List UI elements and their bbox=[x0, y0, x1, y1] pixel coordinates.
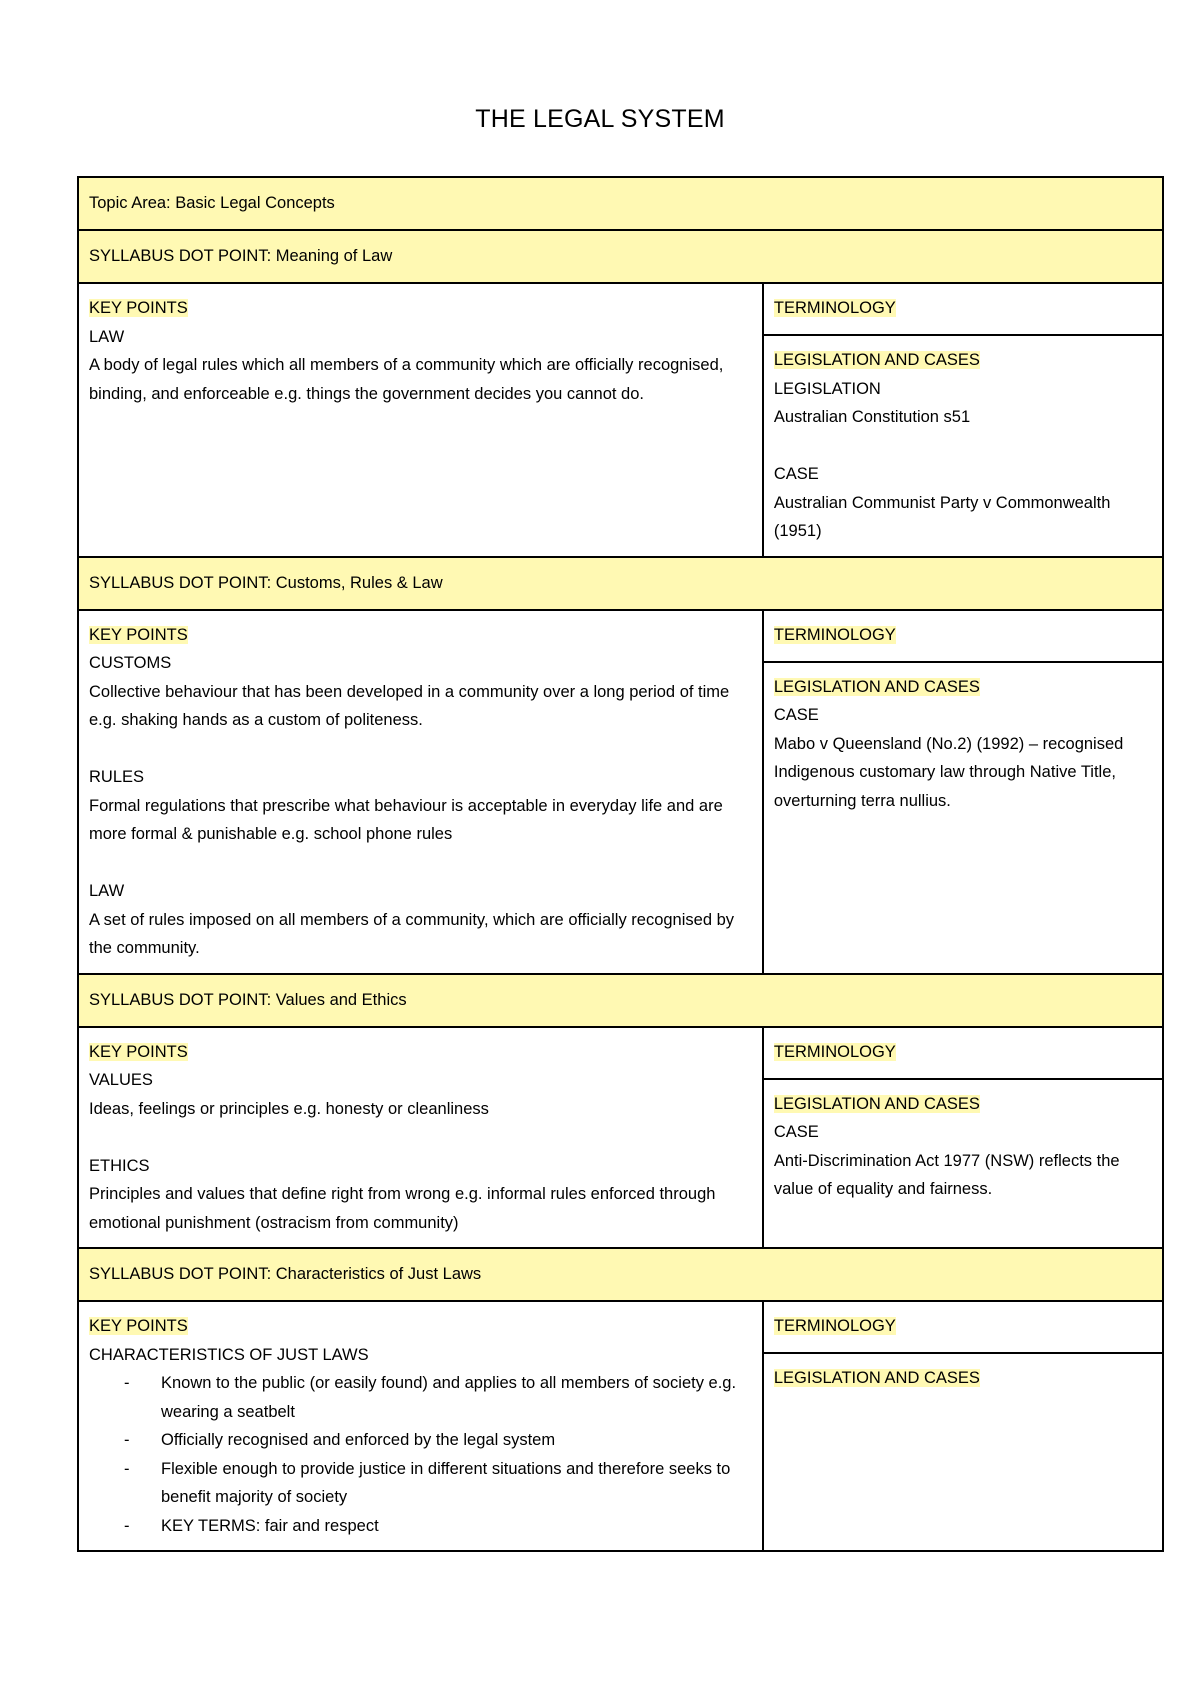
term-title: RULES bbox=[89, 768, 145, 786]
section-heading: SYLLABUS DOT POINT: Meaning of Law bbox=[78, 230, 1163, 283]
term-title: LAW bbox=[89, 327, 125, 346]
list-item bbox=[89, 1369, 752, 1426]
terminology-cell bbox=[763, 283, 1163, 335]
list-item-text: KEY TERMS: fair and respect bbox=[161, 1516, 379, 1535]
term-definition: A set of rules imposed on all members of a community, which are officially recognised by the community. bbox=[89, 910, 735, 957]
term-title: CHARACTERISTICS OF JUST LAWS bbox=[89, 1345, 369, 1364]
key-points-label: KEY POINTS bbox=[89, 1042, 188, 1061]
term-definition: Ideas, feelings or principles e.g. honesty or cleanliness bbox=[89, 1099, 489, 1118]
case-heading: CASE bbox=[773, 1123, 819, 1141]
terminology-cell bbox=[763, 1027, 1163, 1079]
term-definition: Collective behaviour that has been developed in a community over a long period of time e.g. shaking hands as a custom of politeness. bbox=[89, 682, 730, 729]
key-points-cell bbox=[78, 1027, 763, 1249]
dash-marker: - bbox=[124, 1459, 130, 1478]
list-item bbox=[89, 1455, 752, 1512]
term-definition: A body of legal rules which all members of a community which are officially recognised, binding, and enforceable e.g. things the government decides you cannot do. bbox=[89, 356, 724, 403]
section-heading: SYLLABUS DOT POINT: Values and Ethics bbox=[78, 974, 1163, 1027]
legislation-cases-cell bbox=[763, 1079, 1163, 1249]
legislation-cases-label: LEGISLATION AND CASES bbox=[773, 677, 980, 696]
page-title: THE LEGAL SYSTEM bbox=[475, 105, 725, 133]
legislation-cases-cell bbox=[763, 335, 1163, 557]
key-points-label: KEY POINTS bbox=[89, 299, 188, 317]
topic-area: Topic Area: Basic Legal Concepts bbox=[78, 177, 1163, 230]
section-row bbox=[78, 1027, 1163, 1079]
term-title: LAW bbox=[89, 882, 125, 900]
section-heading-row bbox=[78, 974, 1163, 1027]
case-heading: CASE bbox=[773, 706, 819, 724]
case-heading: CASE bbox=[773, 465, 819, 483]
list-item-text: Known to the public (or easily found) and applies to all members of society e.g. wearing a seatbelt bbox=[161, 1374, 737, 1421]
term-definition: Principles and values that define right from wrong e.g. informal rules enforced through emotional punishment (ostracism from community) bbox=[89, 1185, 716, 1232]
terminology-label: TERMINOLOGY bbox=[773, 625, 896, 644]
terminology-cell bbox=[763, 1301, 1163, 1353]
list-item bbox=[89, 1512, 752, 1541]
section-heading-row bbox=[78, 230, 1163, 283]
legislation-cases-cell bbox=[763, 1353, 1163, 1551]
section-heading-row bbox=[78, 1248, 1163, 1301]
legislation-heading: LEGISLATION bbox=[773, 379, 881, 398]
section-row bbox=[78, 283, 1163, 335]
terminology-label: TERMINOLOGY bbox=[773, 1317, 896, 1335]
notes-table bbox=[77, 176, 1164, 1552]
key-points-label: KEY POINTS bbox=[89, 625, 188, 644]
legislation-cases-cell bbox=[763, 662, 1163, 974]
terminology-cell bbox=[763, 610, 1163, 662]
section-heading: SYLLABUS DOT POINT: Characteristics of Just Laws bbox=[78, 1248, 1163, 1301]
section-row bbox=[78, 610, 1163, 662]
dash-marker: - bbox=[124, 1431, 130, 1449]
case-item: Mabo v Queensland (No.2) (1992) – recognised Indigenous customary law through Native Title, overturning terra nullius. bbox=[773, 734, 1124, 810]
case-item: Anti-Discrimination Act 1977 (NSW) reflects the value of equality and fairness. bbox=[773, 1151, 1120, 1198]
list-item bbox=[89, 1426, 752, 1455]
key-points-cell bbox=[78, 1301, 763, 1551]
legislation-cases-label: LEGISLATION AND CASES bbox=[773, 351, 980, 369]
legislation-cases-label: LEGISLATION AND CASES bbox=[773, 1094, 980, 1113]
dash-marker: - bbox=[124, 1374, 130, 1392]
terminology-label: TERMINOLOGY bbox=[773, 1042, 896, 1061]
list-item-text: Officially recognised and enforced by the legal system bbox=[161, 1431, 556, 1449]
term-title: ETHICS bbox=[89, 1156, 150, 1175]
dash-marker: - bbox=[124, 1516, 130, 1535]
section-row bbox=[78, 1301, 1163, 1353]
list-item-text: Flexible enough to provide justice in different situations and therefore seeks to benefit majority of society bbox=[161, 1459, 731, 1506]
key-points-label: KEY POINTS bbox=[89, 1317, 188, 1335]
legislation-cases-label: LEGISLATION AND CASES bbox=[773, 1369, 980, 1387]
section-heading: SYLLABUS DOT POINT: Customs, Rules & Law bbox=[78, 557, 1163, 610]
term-title: CUSTOMS bbox=[89, 654, 172, 672]
topic-row bbox=[78, 177, 1163, 230]
key-points-cell bbox=[78, 283, 763, 557]
legislation-item: Australian Constitution s51 bbox=[773, 408, 971, 426]
case-item: Australian Communist Party v Commonwealth (1951) bbox=[773, 493, 1111, 540]
terminology-label: TERMINOLOGY bbox=[773, 299, 896, 317]
characteristics-list bbox=[89, 1369, 752, 1540]
section-heading-row bbox=[78, 557, 1163, 610]
term-title: VALUES bbox=[89, 1071, 153, 1089]
term-definition: Formal regulations that prescribe what behaviour is acceptable in everyday life and are more formal & punishable e.g. school phone rules bbox=[89, 796, 723, 843]
key-points-cell bbox=[78, 610, 763, 974]
